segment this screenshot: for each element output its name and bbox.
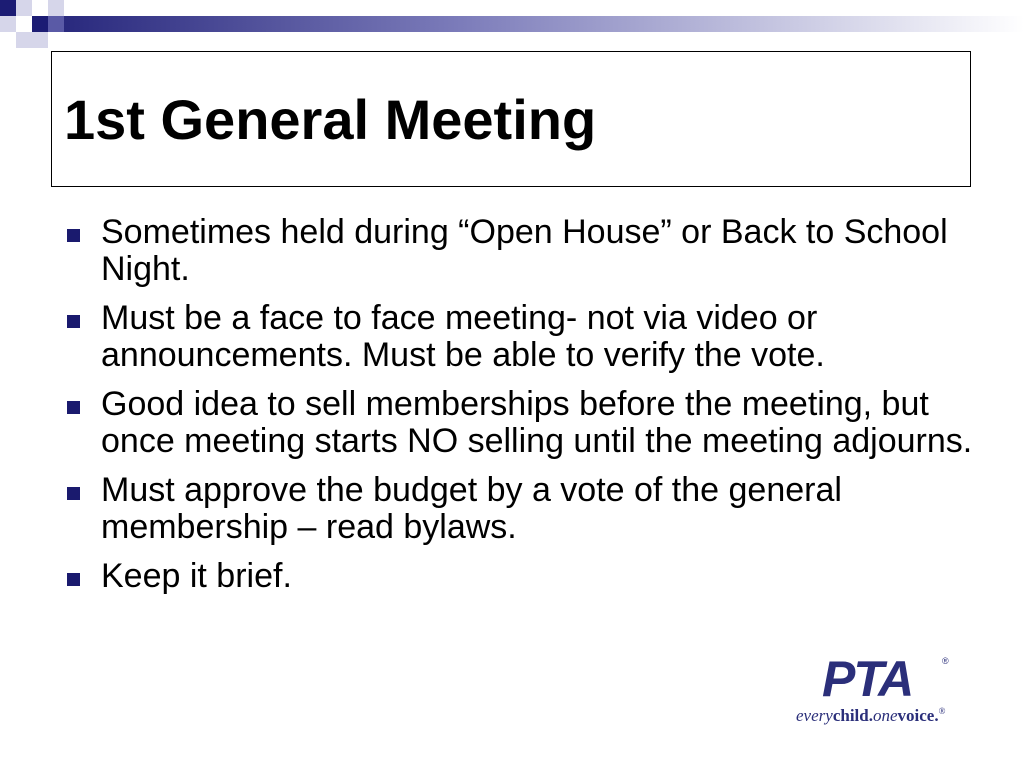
band-square-4: [48, 0, 64, 16]
bullet-text: Good idea to sell memberships before the meeting, but once meeting starts NO selling until the meeting adjourns.: [101, 385, 973, 460]
pta-logo-wordmark: PTA: [822, 651, 913, 707]
band-square-6: [16, 16, 32, 32]
title-box: [51, 51, 971, 187]
square-bullet-icon: [67, 315, 80, 328]
tagline-registered-mark: ®: [938, 706, 946, 716]
slide-title: 1st General Meeting: [64, 88, 597, 151]
bullet-text: Sometimes held during “Open House” or Back to School Night.: [101, 213, 948, 288]
registered-mark: ®: [942, 656, 949, 666]
band-square-5: [0, 16, 16, 32]
band-square-9: [16, 32, 32, 48]
bullet-text: Must approve the budget by a vote of the general membership – read bylaws.: [101, 471, 842, 546]
band-square-10: [32, 32, 48, 48]
band-square-8: [48, 16, 64, 32]
bullet-item: [60, 214, 980, 288]
square-bullet-icon: [67, 229, 80, 242]
tagline-child: child.: [832, 706, 873, 725]
band-gradient-bar: [0, 16, 1024, 32]
bullet-list: [60, 214, 980, 607]
band-square-2: [16, 0, 32, 16]
bullet-item: [60, 386, 980, 460]
bullet-text: Must be a face to face meeting- not via video or announcements. Must be able to verify the vote.: [101, 299, 825, 374]
band-square-7: [32, 16, 48, 32]
square-bullet-icon: [67, 401, 80, 414]
band-square-3: [32, 0, 48, 16]
bullet-item: [60, 472, 980, 546]
tagline-voice: voice.: [897, 706, 939, 725]
tagline-one: one: [872, 706, 898, 725]
bullet-text: Keep it brief.: [101, 557, 292, 595]
tagline-every: every: [796, 706, 833, 725]
bullet-item: [60, 300, 980, 374]
square-bullet-icon: [67, 573, 80, 586]
pta-tagline: [796, 706, 945, 726]
bullet-item: [60, 558, 980, 595]
top-decorative-band: [0, 0, 1024, 48]
band-square-1: [0, 0, 16, 16]
square-bullet-icon: [67, 487, 80, 500]
pta-logo: [790, 651, 990, 734]
